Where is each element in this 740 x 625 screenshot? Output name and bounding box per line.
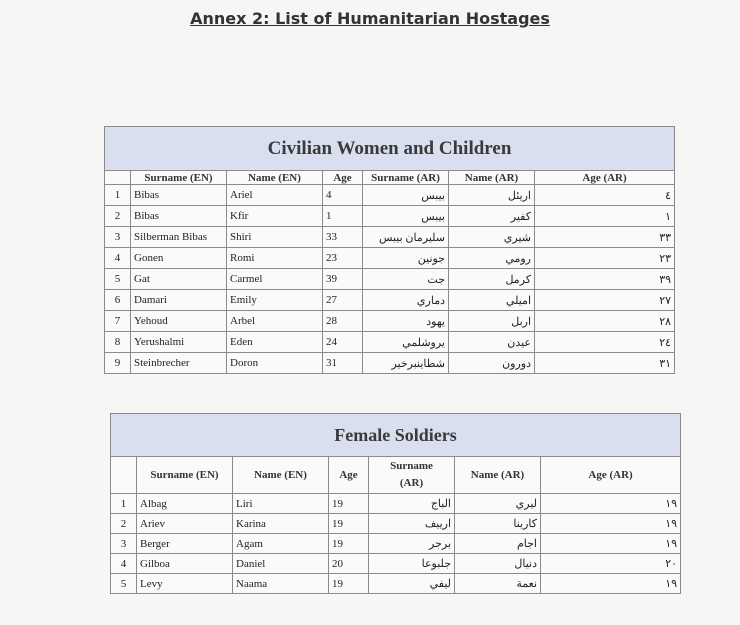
age-cell: 19: [329, 574, 369, 594]
header-index: [111, 457, 137, 494]
name-ar-cell: كرمل: [449, 269, 535, 290]
row-index: 5: [105, 269, 131, 290]
name-en-cell: Eden: [227, 332, 323, 353]
table-row: [105, 332, 675, 353]
header-name-en: Name (EN): [233, 457, 329, 494]
civilian-table: [104, 126, 675, 374]
table-row: [105, 206, 675, 227]
civilian-table-title: Civilian Women and Children: [105, 127, 675, 171]
header-surname-ar: Surname (AR): [363, 171, 449, 185]
age-cell: 39: [323, 269, 363, 290]
table-row: [111, 574, 681, 594]
age-ar-cell: ٤: [535, 185, 675, 206]
name-ar-cell: كفير: [449, 206, 535, 227]
header-surname-ar-line1: Surname: [390, 460, 433, 472]
header-surname-ar: [369, 457, 455, 494]
surname-ar-cell: ليفي: [369, 574, 455, 594]
row-index: 1: [111, 494, 137, 514]
table-row: [111, 534, 681, 554]
name-en-cell: Doron: [227, 353, 323, 374]
table-row: [105, 248, 675, 269]
age-ar-cell: ١٩: [541, 494, 681, 514]
header-surname-ar-line2: (AR): [399, 477, 424, 489]
age-cell: 33: [323, 227, 363, 248]
name-en-cell: Agam: [233, 534, 329, 554]
surname-ar-cell: دماري: [363, 290, 449, 311]
header-name-ar: Name (AR): [455, 457, 541, 494]
age-ar-cell: ٢٠: [541, 554, 681, 574]
name-ar-cell: شيري: [449, 227, 535, 248]
header-age-ar: Age (AR): [541, 457, 681, 494]
table-row: [111, 494, 681, 514]
name-ar-cell: اريئل: [449, 185, 535, 206]
age-ar-cell: ٢٣: [535, 248, 675, 269]
soldiers-table: [110, 413, 681, 594]
name-en-cell: Naama: [233, 574, 329, 594]
age-ar-cell: ٢٧: [535, 290, 675, 311]
header-surname-en: Surname (EN): [137, 457, 233, 494]
table-row: [105, 227, 675, 248]
age-cell: 24: [323, 332, 363, 353]
row-index: 7: [105, 311, 131, 332]
name-ar-cell: دورون: [449, 353, 535, 374]
name-en-cell: Ariel: [227, 185, 323, 206]
age-cell: 23: [323, 248, 363, 269]
row-index: 2: [111, 514, 137, 534]
name-en-cell: Karina: [233, 514, 329, 534]
name-en-cell: Arbel: [227, 311, 323, 332]
table-row: [105, 311, 675, 332]
surname-en-cell: Levy: [137, 574, 233, 594]
age-cell: 28: [323, 311, 363, 332]
header-name-ar: Name (AR): [449, 171, 535, 185]
surname-en-cell: Bibas: [131, 185, 227, 206]
surname-en-cell: Steinbrecher: [131, 353, 227, 374]
header-age: Age: [323, 171, 363, 185]
age-cell: 27: [323, 290, 363, 311]
surname-en-cell: Gat: [131, 269, 227, 290]
name-ar-cell: اميلي: [449, 290, 535, 311]
name-ar-cell: دنيال: [455, 554, 541, 574]
header-surname-en: Surname (EN): [131, 171, 227, 185]
surname-en-cell: Yehoud: [131, 311, 227, 332]
name-ar-cell: اربل: [449, 311, 535, 332]
name-en-cell: Kfir: [227, 206, 323, 227]
row-index: 5: [111, 574, 137, 594]
page-title: Annex 2: List of Humanitarian Hostages: [190, 9, 550, 28]
name-ar-cell: ليري: [455, 494, 541, 514]
surname-ar-cell: جونين: [363, 248, 449, 269]
name-en-cell: Daniel: [233, 554, 329, 574]
row-index: 9: [105, 353, 131, 374]
surname-ar-cell: سليرمان بيبس: [363, 227, 449, 248]
name-en-cell: Liri: [233, 494, 329, 514]
name-en-cell: Carmel: [227, 269, 323, 290]
age-ar-cell: ١٩: [541, 534, 681, 554]
age-ar-cell: ٣٣: [535, 227, 675, 248]
row-index: 4: [111, 554, 137, 574]
age-cell: 19: [329, 514, 369, 534]
age-cell: 20: [329, 554, 369, 574]
age-ar-cell: ٣٩: [535, 269, 675, 290]
table-row: [105, 290, 675, 311]
surname-ar-cell: بيبس: [363, 185, 449, 206]
surname-ar-cell: ارييف: [369, 514, 455, 534]
surname-en-cell: Gilboa: [137, 554, 233, 574]
header-age-ar: Age (AR): [535, 171, 675, 185]
table-row: [111, 514, 681, 534]
surname-ar-cell: جت: [363, 269, 449, 290]
surname-en-cell: Silberman Bibas: [131, 227, 227, 248]
age-ar-cell: ٢٤: [535, 332, 675, 353]
name-en-cell: Emily: [227, 290, 323, 311]
name-en-cell: Romi: [227, 248, 323, 269]
age-cell: 19: [329, 494, 369, 514]
age-cell: 4: [323, 185, 363, 206]
age-ar-cell: ٣١: [535, 353, 675, 374]
name-ar-cell: رومي: [449, 248, 535, 269]
table-row: [105, 185, 675, 206]
surname-en-cell: Ariev: [137, 514, 233, 534]
age-ar-cell: ١٩: [541, 574, 681, 594]
header-age: Age: [329, 457, 369, 494]
table-row: [105, 269, 675, 290]
row-index: 3: [111, 534, 137, 554]
age-cell: 19: [329, 534, 369, 554]
name-ar-cell: اجام: [455, 534, 541, 554]
surname-ar-cell: يهود: [363, 311, 449, 332]
row-index: 2: [105, 206, 131, 227]
header-index: [105, 171, 131, 185]
row-index: 8: [105, 332, 131, 353]
name-ar-cell: كارينا: [455, 514, 541, 534]
surname-ar-cell: جلبوعا: [369, 554, 455, 574]
age-ar-cell: ٢٨: [535, 311, 675, 332]
civilian-header-row: [105, 171, 675, 185]
surname-ar-cell: شطاينبرخير: [363, 353, 449, 374]
surname-en-cell: Berger: [137, 534, 233, 554]
row-index: 4: [105, 248, 131, 269]
name-en-cell: Shiri: [227, 227, 323, 248]
surname-en-cell: Albag: [137, 494, 233, 514]
row-index: 6: [105, 290, 131, 311]
header-name-en: Name (EN): [227, 171, 323, 185]
surname-en-cell: Bibas: [131, 206, 227, 227]
name-ar-cell: نعمة: [455, 574, 541, 594]
surname-en-cell: Gonen: [131, 248, 227, 269]
soldiers-header-row: [111, 457, 681, 494]
surname-ar-cell: الباج: [369, 494, 455, 514]
surname-en-cell: Yerushalmi: [131, 332, 227, 353]
surname-ar-cell: برجر: [369, 534, 455, 554]
name-ar-cell: عيدن: [449, 332, 535, 353]
row-index: 1: [105, 185, 131, 206]
table-row: [105, 353, 675, 374]
age-cell: 1: [323, 206, 363, 227]
age-cell: 31: [323, 353, 363, 374]
surname-ar-cell: يروشلمي: [363, 332, 449, 353]
soldiers-table-title: Female Soldiers: [111, 414, 681, 457]
surname-ar-cell: بيبس: [363, 206, 449, 227]
row-index: 3: [105, 227, 131, 248]
age-ar-cell: ١٩: [541, 514, 681, 534]
surname-en-cell: Damari: [131, 290, 227, 311]
table-row: [111, 554, 681, 574]
age-ar-cell: ١: [535, 206, 675, 227]
